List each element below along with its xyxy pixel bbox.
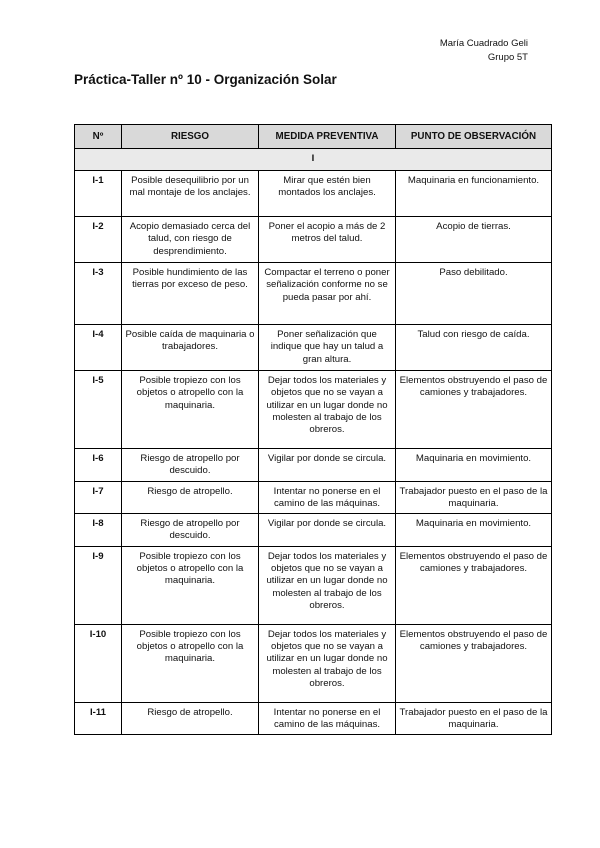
row-riesgo: Riesgo de atropello por descuido. (122, 449, 259, 482)
section-label: I (75, 149, 552, 171)
row-medida: Mirar que estén bien montados los anclajes. (259, 171, 396, 217)
table-row (75, 263, 552, 325)
table-row (75, 481, 552, 514)
row-medida: Intentar no ponerse en el camino de las máquinas. (259, 702, 396, 735)
row-medida: Poner el acopio a más de 2 metros del talud. (259, 217, 396, 263)
row-medida: Vigilar por donde se circula. (259, 514, 396, 547)
row-riesgo: Posible tropiezo con los objetos o atropello con la maquinaria. (122, 371, 259, 449)
table-row (75, 624, 552, 702)
row-punto: Maquinaria en funcionamiento. (396, 171, 552, 217)
table-row (75, 217, 552, 263)
row-id: I-11 (75, 702, 122, 735)
row-medida: Compactar el terreno o poner señalización conforme no se pueda pasar por ahí. (259, 263, 396, 325)
row-punto: Trabajador puesto en el paso de la maquinaria. (396, 481, 552, 514)
row-id: I-6 (75, 449, 122, 482)
row-id: I-9 (75, 546, 122, 624)
row-punto: Elementos obstruyendo el paso de camiones y trabajadores. (396, 371, 552, 449)
row-punto: Maquinaria en movimiento. (396, 514, 552, 547)
table-body (75, 149, 552, 735)
author-block (440, 37, 528, 65)
header-row (75, 125, 552, 149)
table-row (75, 171, 552, 217)
table-row (75, 371, 552, 449)
row-id: I-2 (75, 217, 122, 263)
row-riesgo: Riesgo de atropello por descuido. (122, 514, 259, 547)
row-id: I-5 (75, 371, 122, 449)
table-row (75, 702, 552, 735)
row-riesgo: Riesgo de atropello. (122, 481, 259, 514)
row-punto: Trabajador puesto en el paso de la maquinaria. (396, 702, 552, 735)
row-medida: Intentar no ponerse en el camino de las máquinas. (259, 481, 396, 514)
row-riesgo: Posible hundimiento de las tierras por exceso de peso. (122, 263, 259, 325)
row-riesgo: Posible tropiezo con los objetos o atropello con la maquinaria. (122, 624, 259, 702)
row-punto: Talud con riesgo de caída. (396, 325, 552, 371)
row-riesgo: Posible desequilibrio por un mal montaje de los anclajes. (122, 171, 259, 217)
row-riesgo: Riesgo de atropello. (122, 702, 259, 735)
col-header-medida: MEDIDA PREVENTIVA (259, 125, 396, 149)
row-id: I-7 (75, 481, 122, 514)
row-punto: Maquinaria en movimiento. (396, 449, 552, 482)
table-row (75, 449, 552, 482)
page-title: Práctica-Taller nº 10 - Organización Solar (74, 72, 337, 87)
col-header-riesgo: RIESGO (122, 125, 259, 149)
col-header-number: Nº (75, 125, 122, 149)
section-row (75, 149, 552, 171)
table-row (75, 325, 552, 371)
row-riesgo: Posible tropiezo con los objetos o atropello con la maquinaria. (122, 546, 259, 624)
risk-table (74, 124, 552, 735)
row-medida: Vigilar por donde se circula. (259, 449, 396, 482)
row-punto: Paso debilitado. (396, 263, 552, 325)
table-row (75, 514, 552, 547)
row-medida: Dejar todos los materiales y objetos que no se vayan a utilizar en un lugar donde no molesten al trabajo de los obreros. (259, 546, 396, 624)
row-punto: Elementos obstruyendo el paso de camiones y trabajadores. (396, 624, 552, 702)
row-id: I-8 (75, 514, 122, 547)
table-header (75, 125, 552, 149)
row-riesgo: Posible caída de maquinaria o trabajadores. (122, 325, 259, 371)
row-medida: Poner señalización que indique que hay un talud a gran altura. (259, 325, 396, 371)
row-medida: Dejar todos los materiales y objetos que no se vayan a utilizar en un lugar donde no molesten al trabajo de los obreros. (259, 624, 396, 702)
row-punto: Elementos obstruyendo el paso de camiones y trabajadores. (396, 546, 552, 624)
row-id: I-3 (75, 263, 122, 325)
row-id: I-10 (75, 624, 122, 702)
row-medida: Dejar todos los materiales y objetos que no se vayan a utilizar en un lugar donde no molesten al trabajo de los obreros. (259, 371, 396, 449)
row-riesgo: Acopio demasiado cerca del talud, con riesgo de desprendimiento. (122, 217, 259, 263)
row-punto: Acopio de tierras. (396, 217, 552, 263)
table-row (75, 546, 552, 624)
author-group: Grupo 5T (487, 52, 528, 63)
author-name: María Cuadrado Geli (439, 38, 528, 49)
col-header-punto: PUNTO DE OBSERVACIÓN (396, 125, 552, 149)
row-id: I-4 (75, 325, 122, 371)
row-id: I-1 (75, 171, 122, 217)
